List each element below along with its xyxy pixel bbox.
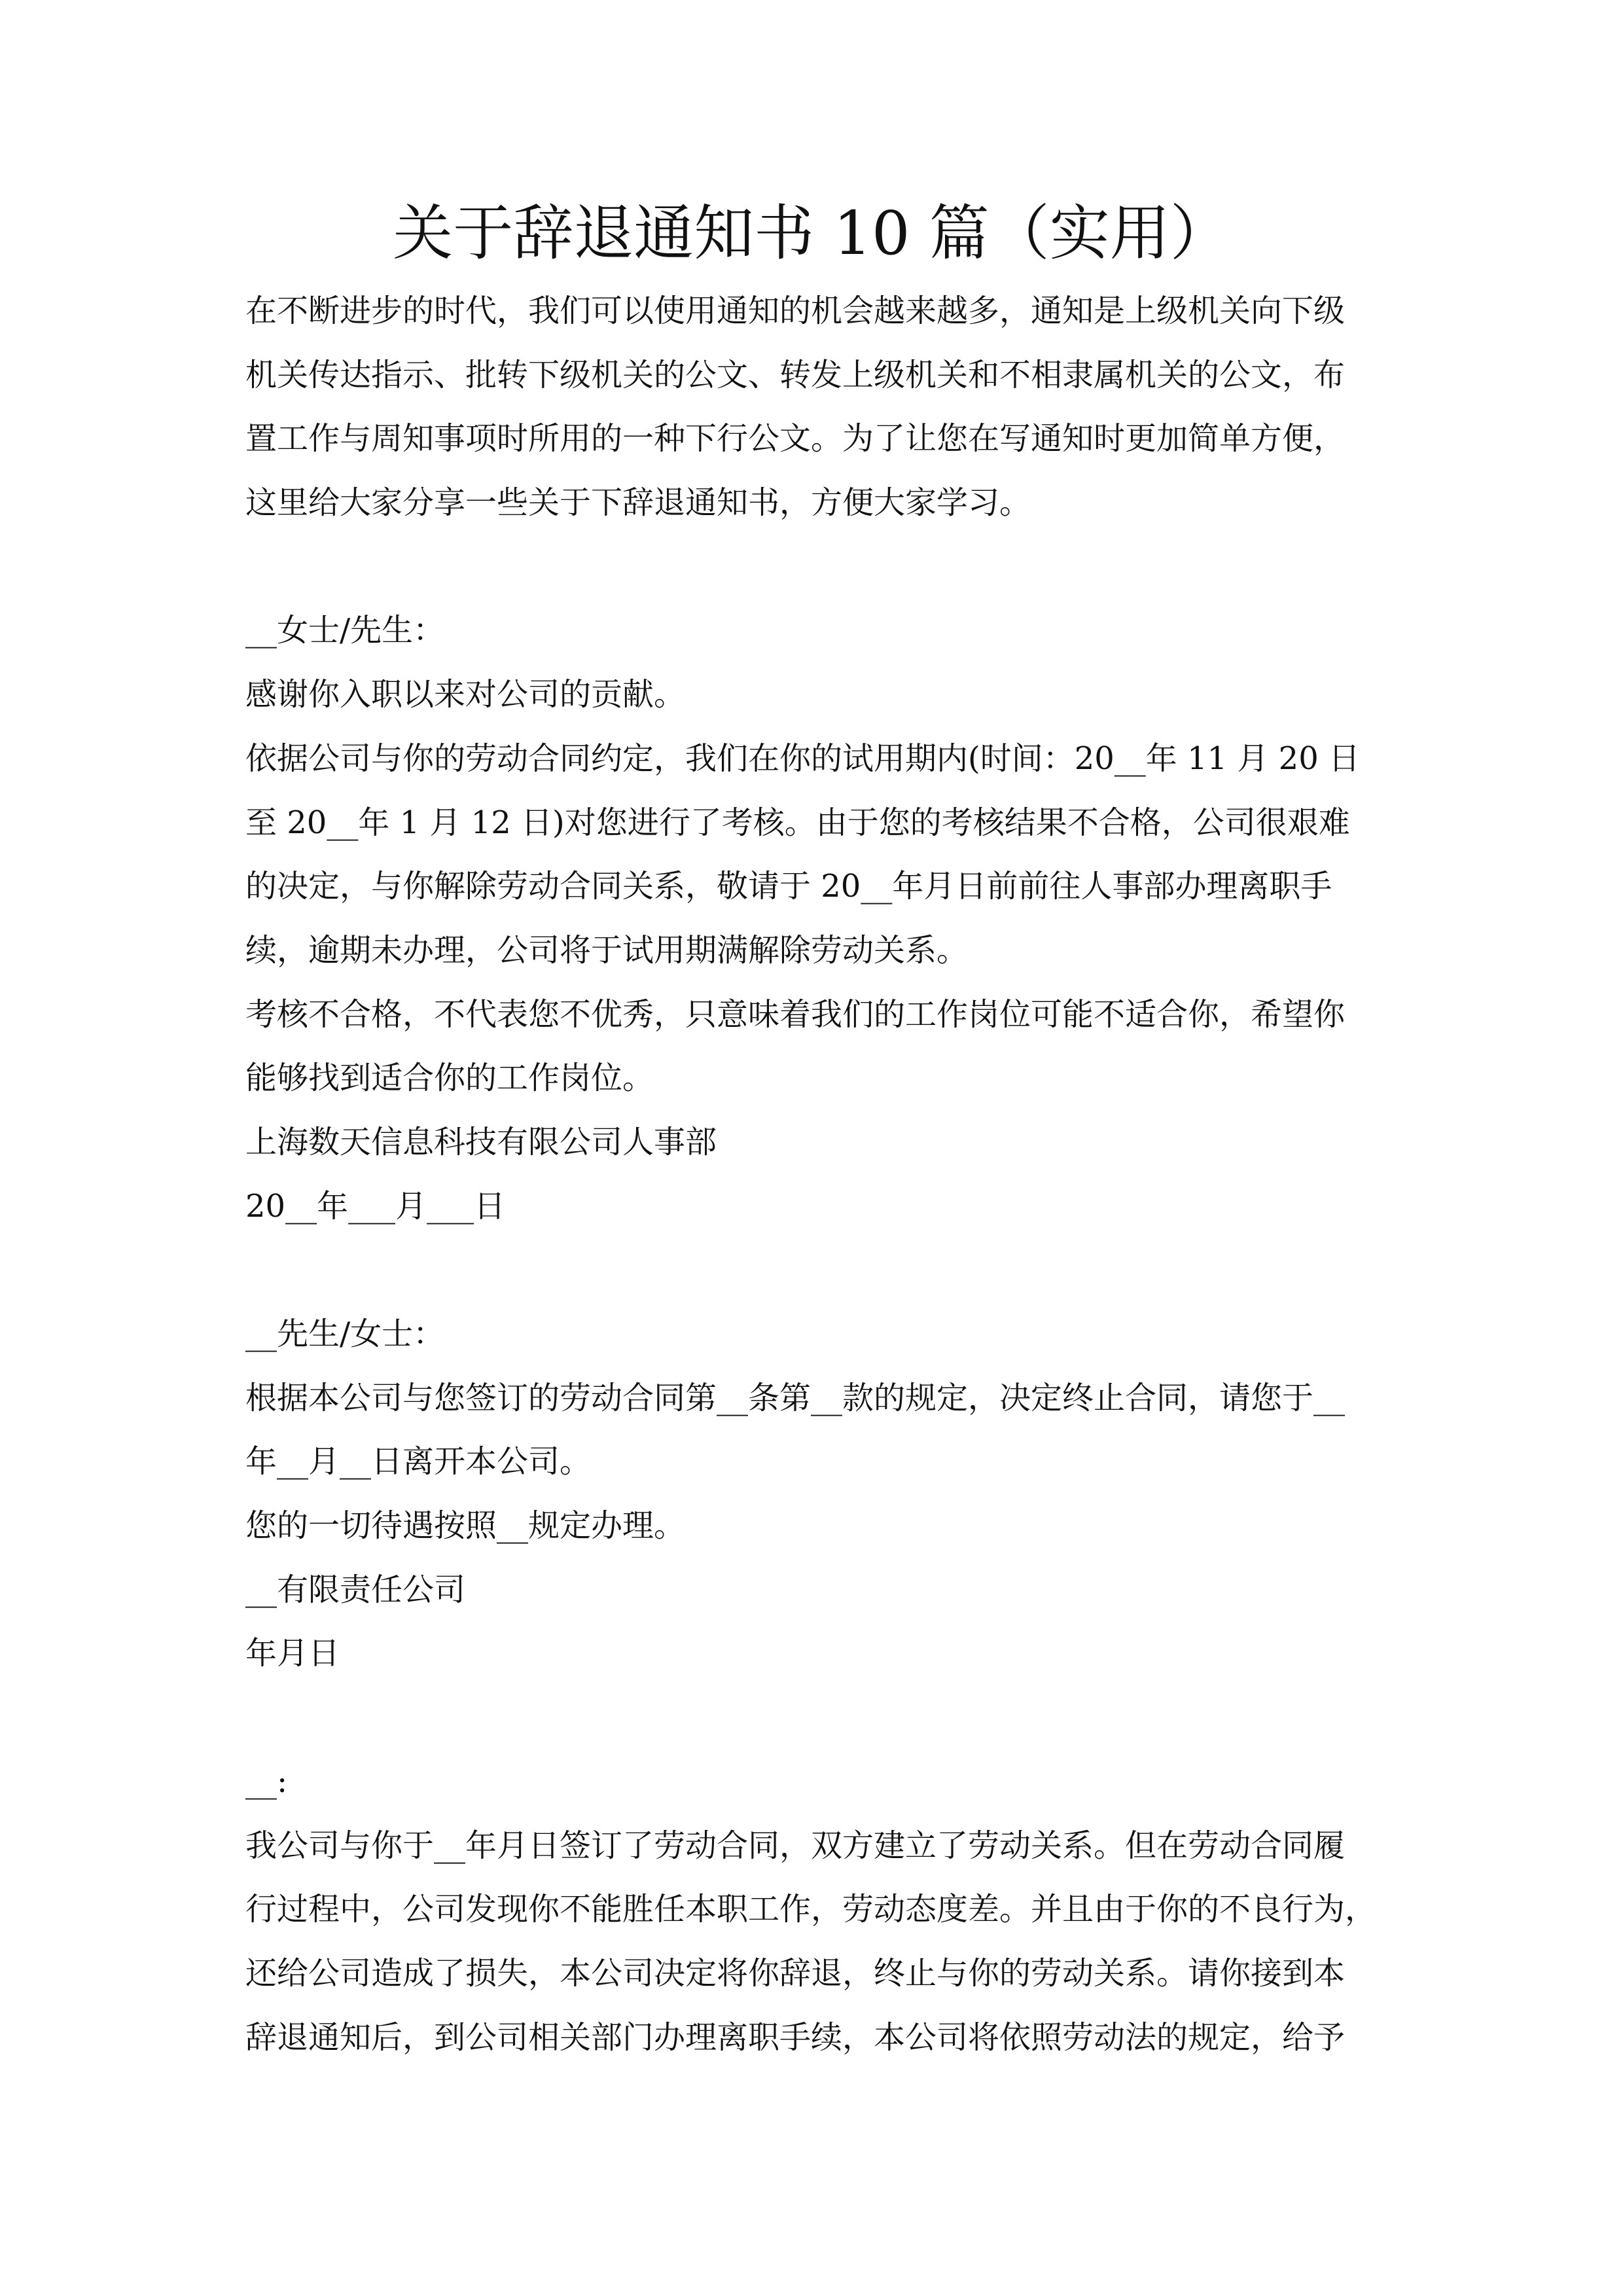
text-line: 还给公司造成了损失，本公司决定将你辞退，终止与你的劳动关系。请你接到本: [245, 1954, 1346, 1992]
text-line: 我公司与你于__年月日签订了劳动合同，双方建立了劳动关系。但在劳动合同履: [245, 1827, 1346, 1864]
paragraph-gap: [245, 1238, 1384, 1302]
text-line: 考核不合格，不代表您不优秀，只意味着我们的工作岗位可能不适合你，希望你: [245, 996, 1346, 1033]
text-line: __先生/女士：: [245, 1316, 445, 1352]
text-line: __:: [245, 1763, 288, 1800]
text-line: 年__月__日离开本公司。: [245, 1443, 592, 1480]
text-line: 您的一切待遇按照__规定办理。: [245, 1507, 686, 1545]
text-line: 机关传达指示、批转下级机关的公文、转发上级机关和不相隶属机关的公文，布: [245, 356, 1346, 393]
text-line: 依据公司与你的劳动合同约定，我们在你的试用期内(时间：20__年 11 月 20 日: [245, 740, 1360, 777]
text-line: 根据本公司与您签订的劳动合同第__条第__款的规定，决定终止合同，请您于__: [245, 1379, 1346, 1416]
text-line: 感谢你入职以来对公司的贡献。: [245, 676, 686, 713]
text-line: 年月日: [245, 1635, 340, 1672]
text-line: __女士/先生：: [245, 612, 445, 649]
text-line: 置工作与周知事项时所用的一种下行公文。为了让您在写通知时更加简单方便，: [245, 420, 1346, 457]
paragraph-gap: [245, 535, 1384, 600]
text-line: 的决定，与你解除劳动合同关系，敬请于 20__年月日前前往人事部办理离职手: [245, 868, 1332, 905]
text-line: 续，逾期未办理，公司将于试用期满解除劳动关系。: [245, 931, 969, 969]
text-line: 上海数天信息科技有限公司人事部: [245, 1123, 717, 1160]
document-body: [245, 279, 1384, 2070]
text-line: 能够找到适合你的工作岗位。: [245, 1060, 654, 1097]
text-line: 辞退通知后，到公司相关部门办理离职手续，本公司将依照劳动法的规定，给予: [245, 2018, 1346, 2056]
text-line: 这里给大家分享一些关于下辞退通知书，方便大家学习。: [245, 484, 1031, 522]
text-line: 行过程中，公司发现你不能胜任本职工作，劳动态度差。并且由于你的不良行为，: [245, 1891, 1377, 1928]
text-line: 在不断进步的时代，我们可以使用通知的机会越来越多，通知是上级机关向下级: [245, 293, 1346, 329]
text-line: 至 20__年 1 月 12 日)对您进行了考核。由于您的考核结果不合格，公司很艰难: [245, 804, 1350, 841]
document-title: 关于辞退通知书 10 篇（实用）: [393, 198, 1230, 268]
paragraph-gap: [245, 1686, 1384, 1750]
text-line: __有限责任公司: [245, 1571, 466, 1608]
text-line: 20__年___月___日: [245, 1187, 506, 1225]
